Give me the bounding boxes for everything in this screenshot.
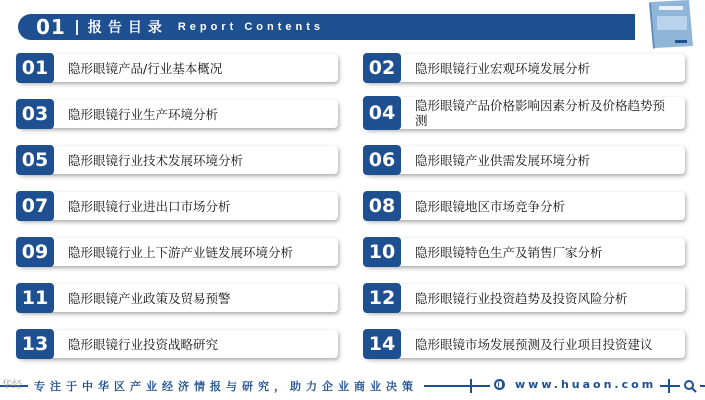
toc-label: 隐形眼镜市场发展预测及行业项目投资建议 xyxy=(415,336,653,352)
toc-number: 01 xyxy=(16,53,54,83)
toc-label: 隐形眼镜行业进出口市场分析 xyxy=(68,198,231,214)
toc-label: 隐形眼镜行业投资战略研究 xyxy=(68,336,219,352)
toc-label: 隐形眼镜产业政策及贸易预警 xyxy=(68,290,231,306)
toc-label: 隐形眼镜行业上下游产业链发展环境分析 xyxy=(68,244,294,260)
toc-item-02[interactable] xyxy=(365,54,685,82)
toc-label: 隐形眼镜行业生产环境分析 xyxy=(68,106,219,122)
footer-website[interactable] xyxy=(490,378,660,391)
footer-divider xyxy=(470,379,472,393)
report-book-image xyxy=(645,0,697,50)
toc-label: 隐形眼镜产品价格影响因素分析及价格趋势预测 xyxy=(415,98,666,128)
search-icon[interactable] xyxy=(680,379,700,393)
toc-label: 隐形眼镜行业投资趋势及投资风险分析 xyxy=(415,290,628,306)
toc-number: 11 xyxy=(16,283,54,313)
footer-slogan: 专注于中华区产业经济情报与研究，助力企业商业决策 xyxy=(28,378,424,394)
section-number: 01 xyxy=(36,15,66,39)
toc-item-03[interactable] xyxy=(18,100,338,128)
toc-label: 隐形眼镜行业宏观环境发展分析 xyxy=(415,60,591,76)
toc-item-09[interactable] xyxy=(18,238,338,266)
toc-item-13[interactable] xyxy=(18,330,338,358)
globe-icon xyxy=(494,379,505,390)
toc-item-11[interactable] xyxy=(18,284,338,312)
toc-item-04[interactable] xyxy=(365,97,685,129)
footer-logo: 华经 xyxy=(2,380,22,391)
toc-label: 隐形眼镜地区市场竞争分析 xyxy=(415,198,566,214)
toc-number: 12 xyxy=(363,283,401,313)
toc-number: 13 xyxy=(16,329,54,359)
toc-label: 隐形眼镜行业技术发展环境分析 xyxy=(68,152,244,168)
toc-label: 隐形眼镜产业供需发展环境分析 xyxy=(415,152,591,168)
toc-number: 04 xyxy=(363,96,401,130)
header-divider xyxy=(76,20,78,35)
toc-label: 隐形眼镜产品/行业基本概况 xyxy=(68,60,223,76)
section-subtitle: Report Contents xyxy=(177,21,325,33)
toc-number: 08 xyxy=(363,191,401,221)
toc-item-10[interactable] xyxy=(365,238,685,266)
toc-item-01[interactable] xyxy=(18,54,338,82)
website-url[interactable]: www.huaon.com xyxy=(515,378,657,391)
toc-number: 03 xyxy=(16,99,54,129)
footer xyxy=(0,376,705,396)
toc-number: 05 xyxy=(16,145,54,175)
toc-item-07[interactable] xyxy=(18,192,338,220)
toc-item-14[interactable] xyxy=(365,330,685,358)
toc-number: 07 xyxy=(16,191,54,221)
toc-number: 06 xyxy=(363,145,401,175)
toc-item-08[interactable] xyxy=(365,192,685,220)
toc-number: 09 xyxy=(16,237,54,267)
toc-item-05[interactable] xyxy=(18,146,338,174)
toc-item-12[interactable] xyxy=(365,284,685,312)
section-header xyxy=(18,14,635,40)
toc-item-06[interactable] xyxy=(365,146,685,174)
toc-number: 14 xyxy=(363,329,401,359)
toc-number: 02 xyxy=(363,53,401,83)
toc-label: 隐形眼镜特色生产及销售厂家分析 xyxy=(415,244,603,260)
toc-number: 10 xyxy=(363,237,401,267)
footer-divider xyxy=(668,379,670,393)
section-title: 报告目录 xyxy=(87,20,168,36)
